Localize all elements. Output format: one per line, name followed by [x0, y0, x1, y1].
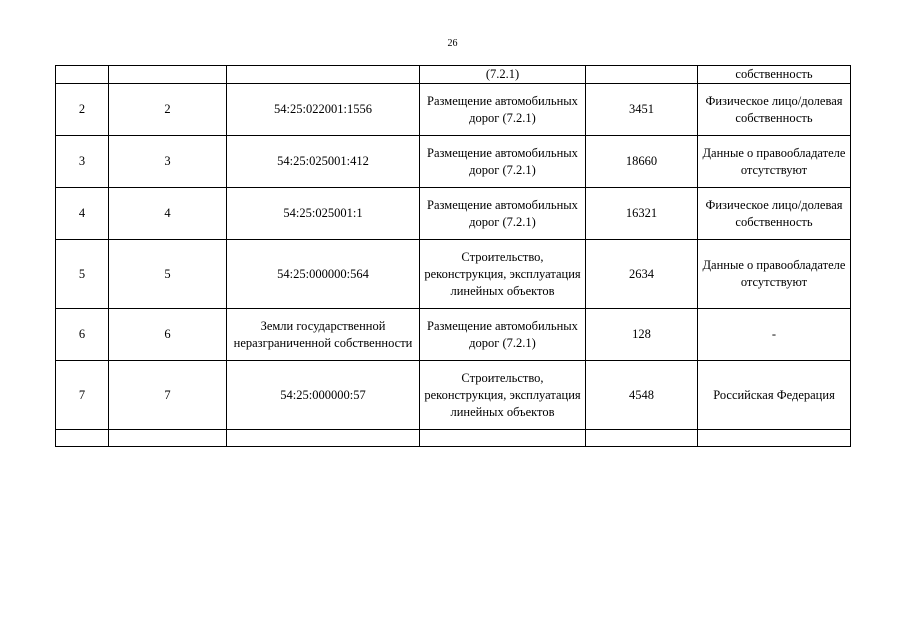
area-cell: 3451: [586, 84, 698, 136]
row-number-cell: 3: [109, 136, 227, 188]
table-cell: [586, 430, 698, 447]
table-cell: собственность: [698, 66, 851, 84]
row-number-cell: 2: [109, 84, 227, 136]
permitted-use-cell: Размещение автомобильных дорог (7.2.1): [420, 136, 586, 188]
page-number: 26: [447, 38, 458, 49]
permitted-use-cell: Размещение автомобильных дорог (7.2.1): [420, 84, 586, 136]
row-number-cell: 4: [56, 188, 109, 240]
area-cell: 4548: [586, 361, 698, 430]
cadastral-number-cell: 54:25:025001:412: [227, 136, 420, 188]
table-row: [56, 188, 851, 240]
table-cell: [227, 66, 420, 84]
owner-cell: Российская Федерация: [698, 361, 851, 430]
row-number-cell: 2: [56, 84, 109, 136]
table-cell: (7.2.1): [420, 66, 586, 84]
table-row: [56, 309, 851, 361]
row-number-cell: 7: [56, 361, 109, 430]
owner-cell: Данные о правообладателе отсутствуют: [698, 136, 851, 188]
table-cell: [56, 66, 109, 84]
land-parcels-table: [55, 65, 851, 447]
owner-cell: -: [698, 309, 851, 361]
table-cell: [698, 430, 851, 447]
table-cell: [56, 430, 109, 447]
table-row-continuation: [56, 66, 851, 84]
permitted-use-cell: Строительство, реконструкция, эксплуатация линейных объектов: [420, 240, 586, 309]
row-number-cell: 7: [109, 361, 227, 430]
table-cell: [109, 430, 227, 447]
row-number-cell: 5: [56, 240, 109, 309]
area-cell: 18660: [586, 136, 698, 188]
table-cell: [420, 430, 586, 447]
cadastral-number-cell: 54:25:025001:1: [227, 188, 420, 240]
row-number-cell: 6: [56, 309, 109, 361]
area-cell: 16321: [586, 188, 698, 240]
table-cell: [109, 66, 227, 84]
row-number-cell: 4: [109, 188, 227, 240]
table-row: [56, 84, 851, 136]
owner-cell: Физическое лицо/долевая собственность: [698, 84, 851, 136]
permitted-use-cell: Размещение автомобильных дорог (7.2.1): [420, 188, 586, 240]
table-row: [56, 240, 851, 309]
row-number-cell: 5: [109, 240, 227, 309]
row-number-cell: 6: [109, 309, 227, 361]
owner-cell: Данные о правообладателе отсутствуют: [698, 240, 851, 309]
table-row: [56, 136, 851, 188]
table-cell: [586, 66, 698, 84]
permitted-use-cell: Строительство, реконструкция, эксплуатация линейных объектов: [420, 361, 586, 430]
area-cell: 2634: [586, 240, 698, 309]
row-number-cell: 3: [56, 136, 109, 188]
table-row: [56, 361, 851, 430]
cadastral-number-cell: 54:25:000000:564: [227, 240, 420, 309]
cadastral-number-cell: 54:25:000000:57: [227, 361, 420, 430]
table-cell: [227, 430, 420, 447]
permitted-use-cell: Размещение автомобильных дорог (7.2.1): [420, 309, 586, 361]
area-cell: 128: [586, 309, 698, 361]
cadastral-number-cell: Земли государственной неразграниченной собственности: [227, 309, 420, 361]
cadastral-number-cell: 54:25:022001:1556: [227, 84, 420, 136]
owner-cell: Физическое лицо/долевая собственность: [698, 188, 851, 240]
table-row-empty: [56, 430, 851, 447]
